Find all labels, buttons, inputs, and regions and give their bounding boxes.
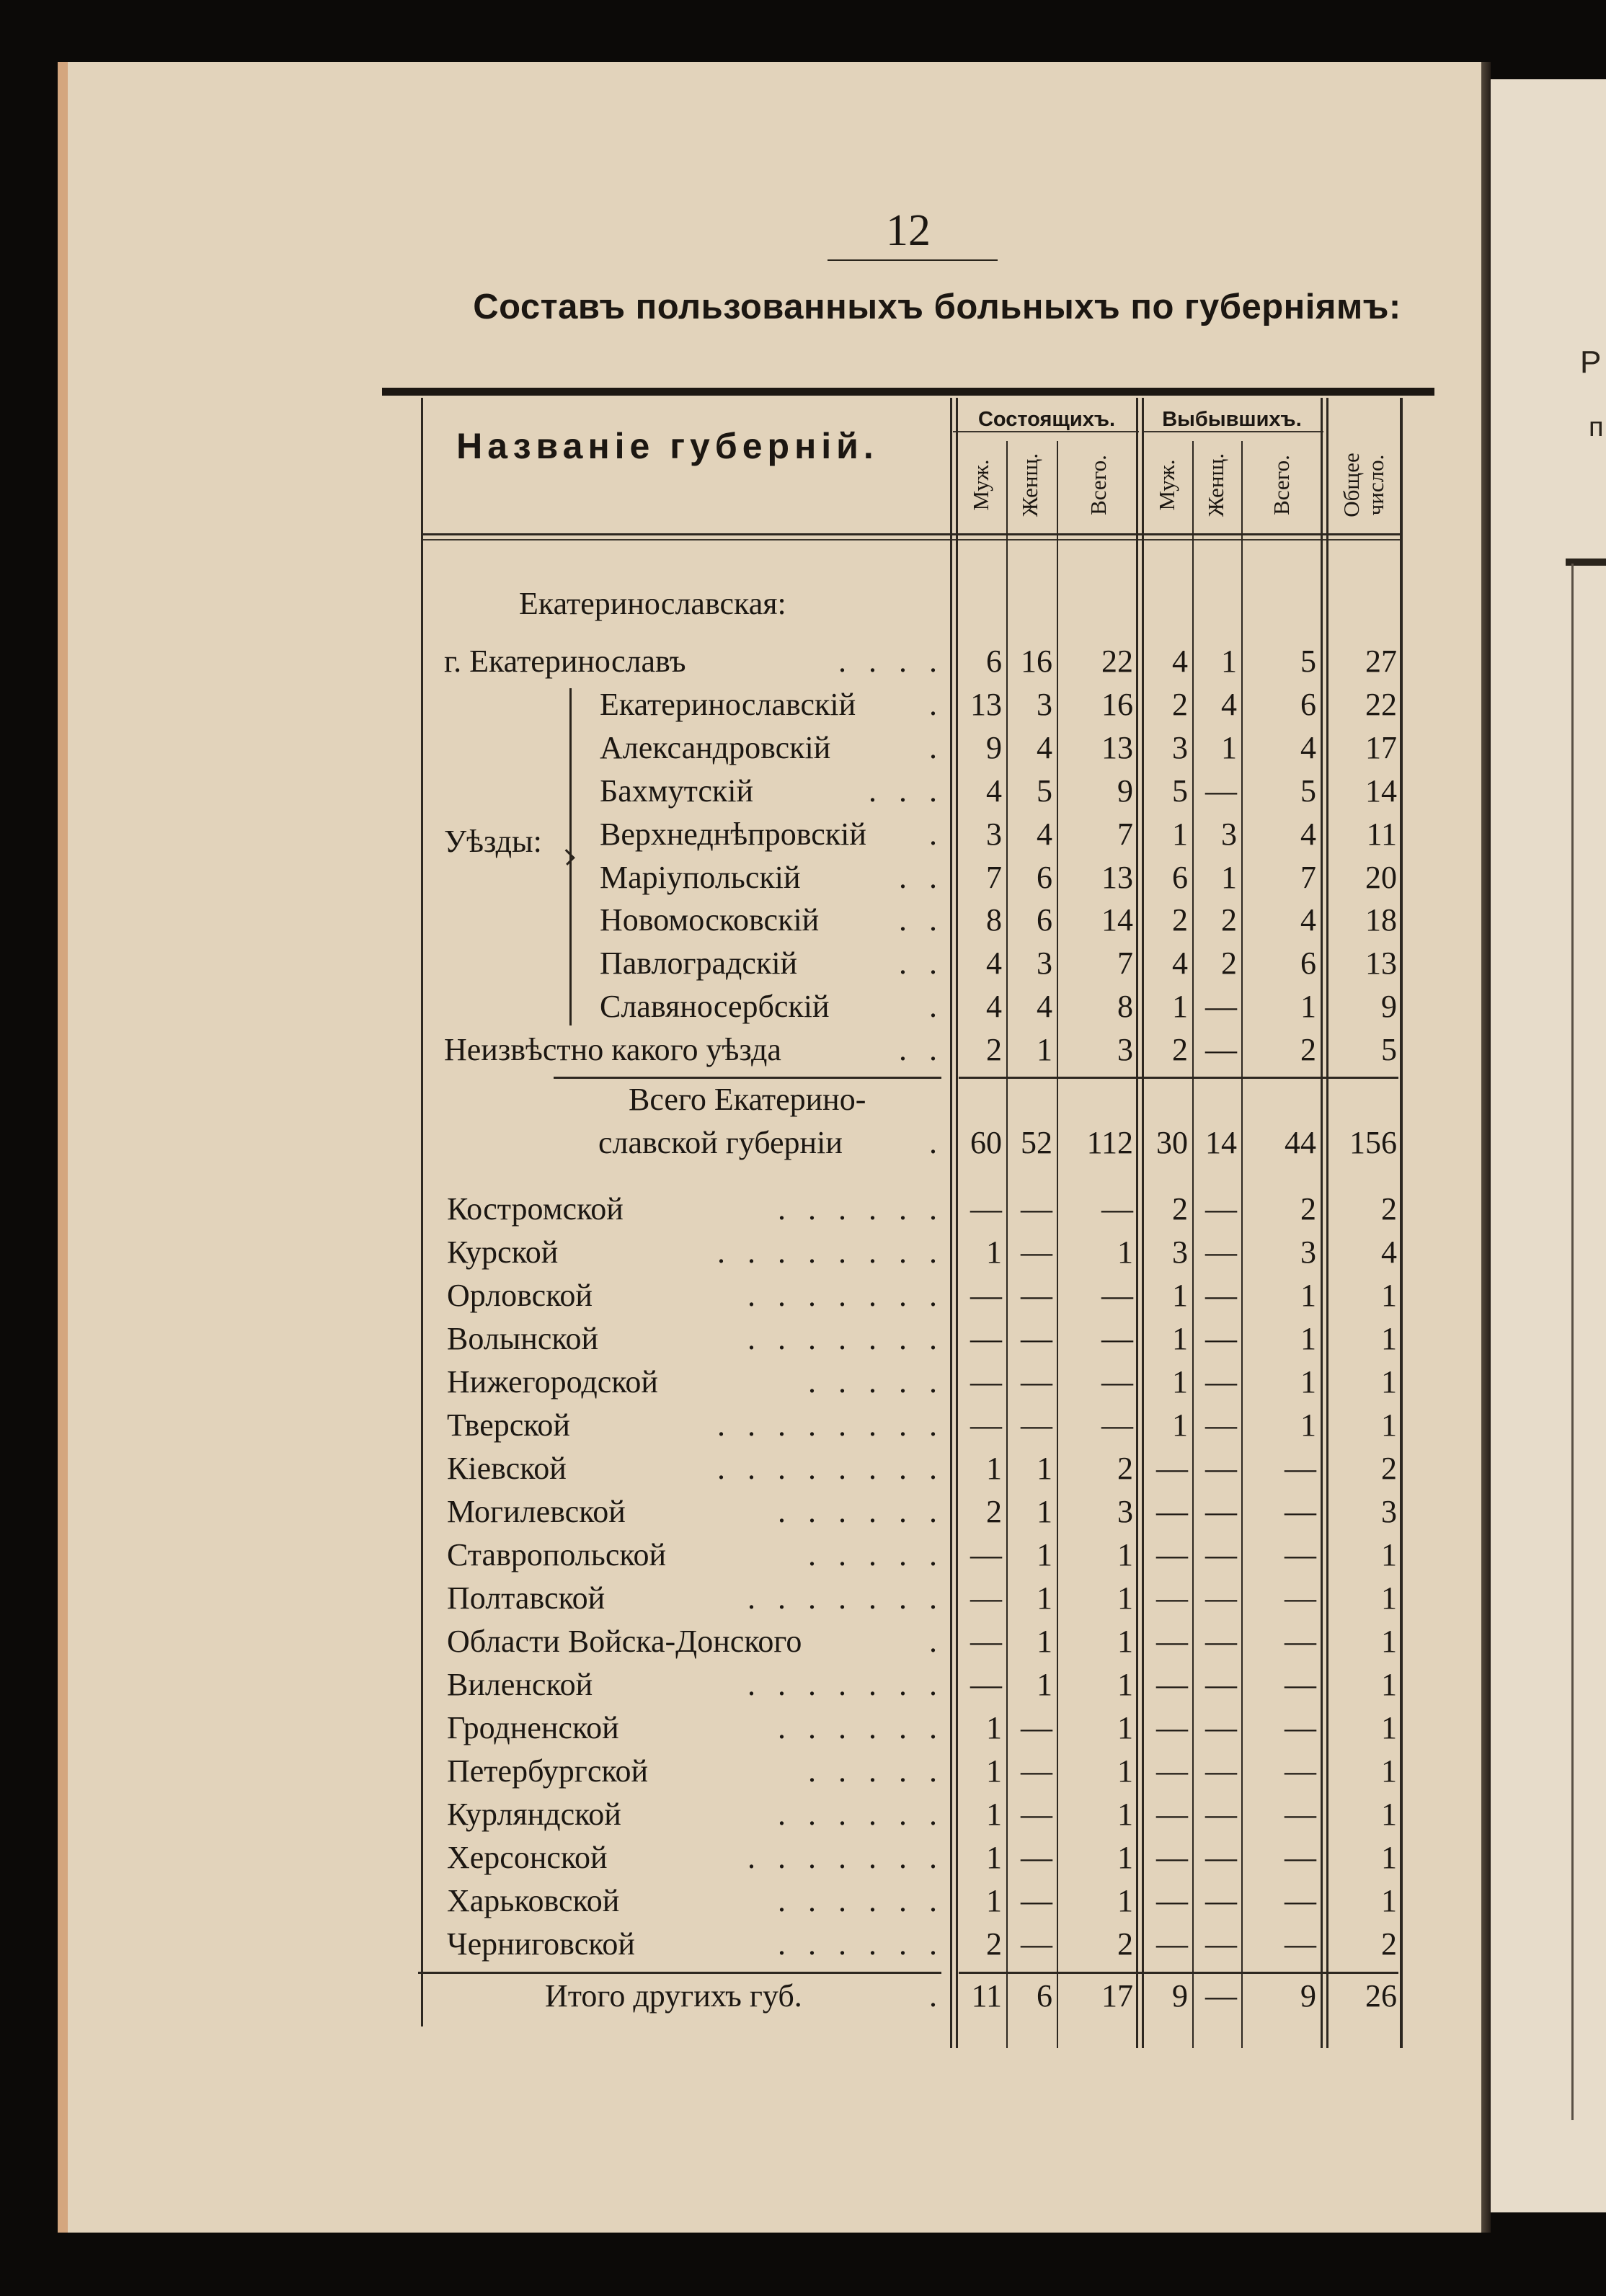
table-cell: 20 xyxy=(1365,860,1397,895)
row-label: Гродненской xyxy=(447,1710,619,1745)
row-dots: . xyxy=(929,687,944,722)
table-cell: 2 xyxy=(986,1926,1002,1962)
table-cell: 1 xyxy=(1221,730,1237,765)
table-cell: — xyxy=(1101,1364,1133,1400)
table-cell: — xyxy=(1205,1407,1237,1443)
table-cell: — xyxy=(1285,1710,1316,1745)
table-cell: — xyxy=(970,1537,1002,1572)
table-cell: — xyxy=(1205,1537,1237,1572)
row-dots: . . . . . . xyxy=(778,1191,944,1227)
table-cell: 1 xyxy=(1037,1451,1052,1486)
table-cell: — xyxy=(1205,1883,1237,1918)
table-cell: 1 xyxy=(1117,1537,1133,1572)
table-cell: 60 xyxy=(970,1125,1002,1160)
table-cell: 1 xyxy=(1381,1797,1397,1832)
table-cell: 1 xyxy=(986,1451,1002,1486)
table-cell: 2 xyxy=(1172,687,1188,722)
table-cell: — xyxy=(1205,1978,1237,2014)
table-cell: 1 xyxy=(986,1883,1002,1918)
row-dots: . . . . . . xyxy=(778,1494,944,1529)
table-cell: 9 xyxy=(986,730,1002,765)
uezdy-brace xyxy=(569,688,583,1025)
group-header-sostoyashchikh: Состоящихъ. xyxy=(977,408,1116,431)
table-cell: 7 xyxy=(1117,945,1133,981)
table-cell: — xyxy=(1285,1667,1316,1702)
table-cell: 2 xyxy=(1300,1191,1316,1227)
table-cell: 1 xyxy=(1172,989,1188,1024)
table-cell: — xyxy=(1021,1234,1052,1270)
table-cell: 4 xyxy=(1381,1234,1397,1270)
page-title: Составъ пользованныхъ больныхъ по губерніямъ: xyxy=(473,288,1401,326)
table-cell: — xyxy=(1205,1840,1237,1875)
row-label: Курляндской xyxy=(447,1797,621,1832)
table-cell: 5 xyxy=(1037,773,1052,809)
table-cell: 1 xyxy=(1117,1667,1133,1702)
table-cell: 1 xyxy=(1172,816,1188,852)
table-cell: 1 xyxy=(1117,1234,1133,1270)
table-cell: — xyxy=(1205,773,1237,809)
table-cell: 17 xyxy=(1365,730,1397,765)
row-label: Павлоградскій xyxy=(600,945,798,981)
table-cell: — xyxy=(1101,1407,1133,1443)
table-cell: — xyxy=(1156,1883,1188,1918)
table-cell: — xyxy=(970,1191,1002,1227)
table-cell: 2 xyxy=(1172,1032,1188,1067)
column-header: Всего. xyxy=(1269,455,1294,515)
row-dots: . . . . . . . xyxy=(747,1667,944,1702)
table-cell: 6 xyxy=(1037,902,1052,938)
table-cell: 2 xyxy=(1172,902,1188,938)
table-cell: — xyxy=(1021,1278,1052,1313)
table-cell: 1 xyxy=(1300,1278,1316,1313)
table-cell: — xyxy=(1205,1032,1237,1067)
table-cell: — xyxy=(1285,1753,1316,1789)
table-cell: 1 xyxy=(986,1840,1002,1875)
table-cell: 9 xyxy=(1172,1978,1188,2014)
table-cell: 1 xyxy=(1381,1321,1397,1356)
row-dots: . . xyxy=(899,860,944,895)
row-label: Курской xyxy=(447,1234,559,1270)
table-cell: — xyxy=(1205,1624,1237,1659)
table-cell: 1 xyxy=(1300,989,1316,1024)
name-column-header: Названіе губерній. xyxy=(456,426,879,466)
table-cell: 2 xyxy=(986,1032,1002,1067)
table-cell: — xyxy=(1285,1537,1316,1572)
table-cell: 16 xyxy=(1021,644,1052,679)
row-dots: . . xyxy=(899,945,944,981)
table-cell: 6 xyxy=(1300,945,1316,981)
table-cell: 1 xyxy=(1117,1883,1133,1918)
column-header: Женщ. xyxy=(1203,453,1228,517)
table-cell: — xyxy=(1285,1494,1316,1529)
row-dots: . . xyxy=(899,902,944,938)
table-cell: 1 xyxy=(1381,1278,1397,1313)
table-cell: — xyxy=(1205,1797,1237,1832)
table-cell: 3 xyxy=(1037,687,1052,722)
row-dots: . . . . . . xyxy=(778,1883,944,1918)
table-cell: 9 xyxy=(1300,1978,1316,2014)
row-dots: . . . . . . xyxy=(778,1710,944,1745)
table-cell: 1 xyxy=(986,1797,1002,1832)
table-cell: 1 xyxy=(1221,644,1237,679)
table-cell: 7 xyxy=(1117,816,1133,852)
table-cell: 1 xyxy=(1037,1580,1052,1616)
table-cell: 30 xyxy=(1156,1125,1188,1160)
row-label: Александровскій xyxy=(600,730,831,765)
table-cell: — xyxy=(1021,1191,1052,1227)
row-label: Кіевской xyxy=(447,1451,567,1486)
row-label: Могилевской xyxy=(447,1494,626,1529)
table-cell: — xyxy=(1285,1580,1316,1616)
table-cell: 7 xyxy=(1300,860,1316,895)
table-cell: 13 xyxy=(970,687,1002,722)
table-cell: 1 xyxy=(986,1234,1002,1270)
table-cell: 1 xyxy=(1381,1580,1397,1616)
column-header: Муж. xyxy=(1154,459,1179,511)
table-top-rule xyxy=(382,388,1434,396)
row-label: Волынской xyxy=(447,1321,599,1356)
table-cell: — xyxy=(1205,1580,1237,1616)
row-dots: . xyxy=(929,816,944,852)
row-dots: . xyxy=(929,1624,944,1659)
row-dots: . . . . . . . . xyxy=(717,1234,944,1270)
table-cell: — xyxy=(1205,1451,1237,1486)
table-cell: — xyxy=(1021,1840,1052,1875)
table-cell: — xyxy=(1156,1840,1188,1875)
table-cell: — xyxy=(1156,1451,1188,1486)
row-dots: . . . . . . . xyxy=(747,1321,944,1356)
table-cell: 1 xyxy=(1117,1753,1133,1789)
table-cell: — xyxy=(1021,1321,1052,1356)
row-label: Виленской xyxy=(447,1667,593,1702)
table-cell: 1 xyxy=(1172,1278,1188,1313)
table-cell: 11 xyxy=(1366,816,1397,852)
table-cell: 156 xyxy=(1349,1125,1397,1160)
table-cell: 14 xyxy=(1101,902,1133,938)
row-label: Нижегородской xyxy=(447,1364,658,1400)
table-cell: — xyxy=(1156,1624,1188,1659)
row-dots: . xyxy=(929,730,944,765)
table-cell: — xyxy=(1205,1494,1237,1529)
table-cell: 4 xyxy=(1300,816,1316,852)
row-label: Полтавской xyxy=(447,1580,605,1616)
column-header: Женщ. xyxy=(1017,453,1042,517)
row-label: г. Екатеринославъ xyxy=(444,644,686,679)
table-cell: — xyxy=(1101,1321,1133,1356)
table-cell: — xyxy=(1101,1191,1133,1227)
table-cell: 9 xyxy=(1381,989,1397,1024)
row-label: Маріупольскій xyxy=(600,860,801,895)
table-cell: 5 xyxy=(1172,773,1188,809)
table-cell: 4 xyxy=(1037,730,1052,765)
table-cell: 5 xyxy=(1300,644,1316,679)
row-dots: . . . . . . . . xyxy=(717,1451,944,1486)
table-cell: 1 xyxy=(1381,1364,1397,1400)
table-cell: — xyxy=(1021,1753,1052,1789)
page-number-rule xyxy=(828,259,998,261)
row-dots: . . . . . xyxy=(808,1364,944,1400)
table-cell: 2 xyxy=(1381,1926,1397,1962)
row-dots: . . . . . . xyxy=(778,1926,944,1962)
table-cell: — xyxy=(1285,1883,1316,1918)
table-cell: 22 xyxy=(1101,644,1133,679)
table-cell: 2 xyxy=(1300,1032,1316,1067)
table-cell: 52 xyxy=(1021,1125,1052,1160)
adjacent-page-fragment: Р xyxy=(1580,344,1602,380)
table-cell: 4 xyxy=(1037,816,1052,852)
table-cell: 9 xyxy=(1117,773,1133,809)
table-cell: 1 xyxy=(1381,1537,1397,1572)
table-cell: — xyxy=(1205,989,1237,1024)
table-cell: 1 xyxy=(1037,1537,1052,1572)
row-dots: . xyxy=(929,1125,944,1160)
table-cell: — xyxy=(1285,1926,1316,1962)
table-cell: 8 xyxy=(986,902,1002,938)
row-label: Черниговской xyxy=(447,1926,635,1962)
table-cell: 27 xyxy=(1365,644,1397,679)
table-cell: — xyxy=(1285,1624,1316,1659)
uezdy-label: Уѣзды: xyxy=(444,824,542,859)
table-cell: — xyxy=(1021,1710,1052,1745)
table-cell: 1 xyxy=(1037,1032,1052,1067)
table-cell: 5 xyxy=(1300,773,1316,809)
row-dots: . . xyxy=(899,1032,944,1067)
table-cell: 1 xyxy=(1117,1624,1133,1659)
table-cell: 3 xyxy=(1117,1032,1133,1067)
table-cell: 3 xyxy=(986,816,1002,852)
table-cell: 1 xyxy=(1221,860,1237,895)
table-cell: 1 xyxy=(1381,1710,1397,1745)
table-cell: 22 xyxy=(1365,687,1397,722)
table-cell: 1 xyxy=(1117,1580,1133,1616)
table-cell: — xyxy=(1205,1278,1237,1313)
table-cell: — xyxy=(1156,1797,1188,1832)
table-cell: — xyxy=(1205,1926,1237,1962)
table-cell: 1 xyxy=(1037,1667,1052,1702)
adjacent-page-fragment: п xyxy=(1589,412,1604,442)
subtotal-label-line1: Всего Екатерино- xyxy=(629,1082,866,1117)
table-cell: 1 xyxy=(1117,1797,1133,1832)
table-cell: 1 xyxy=(986,1753,1002,1789)
table-cell: 14 xyxy=(1205,1125,1237,1160)
row-dots: . xyxy=(929,1978,944,2014)
table-cell: 2 xyxy=(986,1494,1002,1529)
table-cell: 3 xyxy=(1172,730,1188,765)
table-cell: — xyxy=(1021,1407,1052,1443)
table-cell: — xyxy=(1205,1321,1237,1356)
table-cell: — xyxy=(1021,1926,1052,1962)
table-cell: 1 xyxy=(1381,1753,1397,1789)
row-label: Новомосковскій xyxy=(600,902,820,938)
table-cell: — xyxy=(1156,1494,1188,1529)
table-cell: 4 xyxy=(986,945,1002,981)
adjacent-page-edge xyxy=(1491,79,1606,2212)
column-header: Муж. xyxy=(968,459,993,511)
table-cell: 17 xyxy=(1101,1978,1133,2014)
table-cell: — xyxy=(970,1580,1002,1616)
row-label: Ставропольской xyxy=(447,1537,667,1572)
table-cell: 1 xyxy=(1381,1840,1397,1875)
subtotal-label-line2: славской губерніи xyxy=(598,1125,843,1160)
row-dots: . . . xyxy=(869,773,944,809)
table-cell: 3 xyxy=(1300,1234,1316,1270)
table-cell: 2 xyxy=(1221,945,1237,981)
table-cell: — xyxy=(1285,1797,1316,1832)
column-header: Всего. xyxy=(1086,455,1111,515)
row-label: Харьковской xyxy=(447,1883,620,1918)
table-cell: 13 xyxy=(1101,860,1133,895)
row-label: Славяносербскій xyxy=(600,989,830,1024)
table-cell: — xyxy=(970,1667,1002,1702)
table-cell: 3 xyxy=(1172,1234,1188,1270)
table-cell: — xyxy=(1156,1667,1188,1702)
table-cell: 26 xyxy=(1365,1978,1397,2014)
table-cell: 1 xyxy=(1117,1710,1133,1745)
table-cell: 1 xyxy=(1300,1407,1316,1443)
table-cell: 4 xyxy=(986,989,1002,1024)
row-label: Костромской xyxy=(447,1191,624,1227)
table-cell: — xyxy=(1156,1580,1188,1616)
table-cell: 16 xyxy=(1101,687,1133,722)
row-label: Орловской xyxy=(447,1278,593,1313)
table-cell: 1 xyxy=(1117,1840,1133,1875)
table-cell: 112 xyxy=(1086,1125,1133,1160)
table-cell: — xyxy=(970,1321,1002,1356)
table-cell: 1 xyxy=(1172,1407,1188,1443)
table-cell: 6 xyxy=(1037,860,1052,895)
row-dots: . . . . . xyxy=(808,1753,944,1789)
row-label: Области Войска-Донского xyxy=(447,1624,802,1659)
table-cell: — xyxy=(1101,1278,1133,1313)
table-cell: 1 xyxy=(1381,1624,1397,1659)
table-cell: — xyxy=(970,1278,1002,1313)
group-header-vybyvshikh: Выбывшихъ. xyxy=(1162,408,1302,431)
table-cell: — xyxy=(1156,1926,1188,1962)
row-label: Бахмутскій xyxy=(600,773,754,809)
table-cell: 2 xyxy=(1381,1191,1397,1227)
table-cell: 1 xyxy=(1037,1494,1052,1529)
table-cell: 8 xyxy=(1117,989,1133,1024)
table-cell: 4 xyxy=(1172,945,1188,981)
table-cell: — xyxy=(1156,1710,1188,1745)
table-cell: 2 xyxy=(1221,902,1237,938)
table-cell: 7 xyxy=(986,860,1002,895)
table-cell: — xyxy=(1205,1364,1237,1400)
table-cell: 4 xyxy=(1300,902,1316,938)
row-dots: . . . . xyxy=(838,644,944,679)
table-cell: — xyxy=(1156,1537,1188,1572)
table-cell: 3 xyxy=(1221,816,1237,852)
table-cell: — xyxy=(1285,1451,1316,1486)
table-cell: 1 xyxy=(1381,1883,1397,1918)
table-cell: — xyxy=(1021,1883,1052,1918)
table-cell: 1 xyxy=(1381,1407,1397,1443)
table-cell: 1 xyxy=(1037,1624,1052,1659)
table-cell: 2 xyxy=(1381,1451,1397,1486)
table-cell: 4 xyxy=(1037,989,1052,1024)
row-label: Верхнеднѣпровскій xyxy=(600,816,866,852)
section-header: Екатеринославская: xyxy=(519,586,786,621)
row-label: Петербургской xyxy=(447,1753,649,1789)
total-label: Итого другихъ губ. xyxy=(545,1978,802,2014)
table-cell: 6 xyxy=(1037,1978,1052,2014)
table-cell: — xyxy=(1205,1191,1237,1227)
column-header: Общее число. xyxy=(1339,453,1388,517)
table-cell: 14 xyxy=(1365,773,1397,809)
table-cell: 3 xyxy=(1037,945,1052,981)
table-cell: 1 xyxy=(1381,1667,1397,1702)
table-cell: — xyxy=(1205,1753,1237,1789)
row-label: Херсонской xyxy=(447,1840,608,1875)
table-cell: 1 xyxy=(1172,1364,1188,1400)
table-cell: — xyxy=(970,1407,1002,1443)
table-cell: 13 xyxy=(1101,730,1133,765)
table-cell: — xyxy=(1205,1234,1237,1270)
table-cell: 1 xyxy=(1300,1321,1316,1356)
row-label: Неизвѣстно какого уѣзда xyxy=(444,1032,781,1067)
row-dots: . . . . . . . xyxy=(747,1840,944,1875)
table-cell: — xyxy=(1021,1364,1052,1400)
table-cell: — xyxy=(970,1624,1002,1659)
table-cell: 6 xyxy=(1172,860,1188,895)
row-dots: . xyxy=(929,989,944,1024)
table-cell: 18 xyxy=(1365,902,1397,938)
row-dots: . . . . . . . . xyxy=(717,1407,944,1443)
table-cell: 44 xyxy=(1285,1125,1316,1160)
row-dots: . . . . . . . xyxy=(747,1278,944,1313)
table-cell: 1 xyxy=(1172,1321,1188,1356)
table-cell: 13 xyxy=(1365,945,1397,981)
row-dots: . . . . . xyxy=(808,1537,944,1572)
table-cell: — xyxy=(1285,1840,1316,1875)
table-cell: — xyxy=(1205,1667,1237,1702)
table-cell: 2 xyxy=(1117,1926,1133,1962)
table-cell: — xyxy=(1156,1753,1188,1789)
table-cell: — xyxy=(1021,1797,1052,1832)
table-cell: 3 xyxy=(1117,1494,1133,1529)
table-cell: 4 xyxy=(986,773,1002,809)
table-cell: 6 xyxy=(1300,687,1316,722)
row-label: Екатеринославскій xyxy=(600,687,856,722)
page-number: 12 xyxy=(886,206,931,255)
table-cell: 1 xyxy=(1300,1364,1316,1400)
table-cell: 4 xyxy=(1221,687,1237,722)
table-cell: 11 xyxy=(971,1978,1002,2014)
table-cell: 2 xyxy=(1172,1191,1188,1227)
table-cell: 6 xyxy=(986,644,1002,679)
table-cell: 1 xyxy=(986,1710,1002,1745)
row-label: Тверской xyxy=(447,1407,570,1443)
table-cell: 4 xyxy=(1300,730,1316,765)
table-cell: — xyxy=(970,1364,1002,1400)
row-dots: . . . . . . . xyxy=(747,1580,944,1616)
table-cell: 3 xyxy=(1381,1494,1397,1529)
table-cell: 5 xyxy=(1381,1032,1397,1067)
table-cell: — xyxy=(1205,1710,1237,1745)
table-cell: 2 xyxy=(1117,1451,1133,1486)
row-dots: . . . . . . xyxy=(778,1797,944,1832)
table-cell: 4 xyxy=(1172,644,1188,679)
